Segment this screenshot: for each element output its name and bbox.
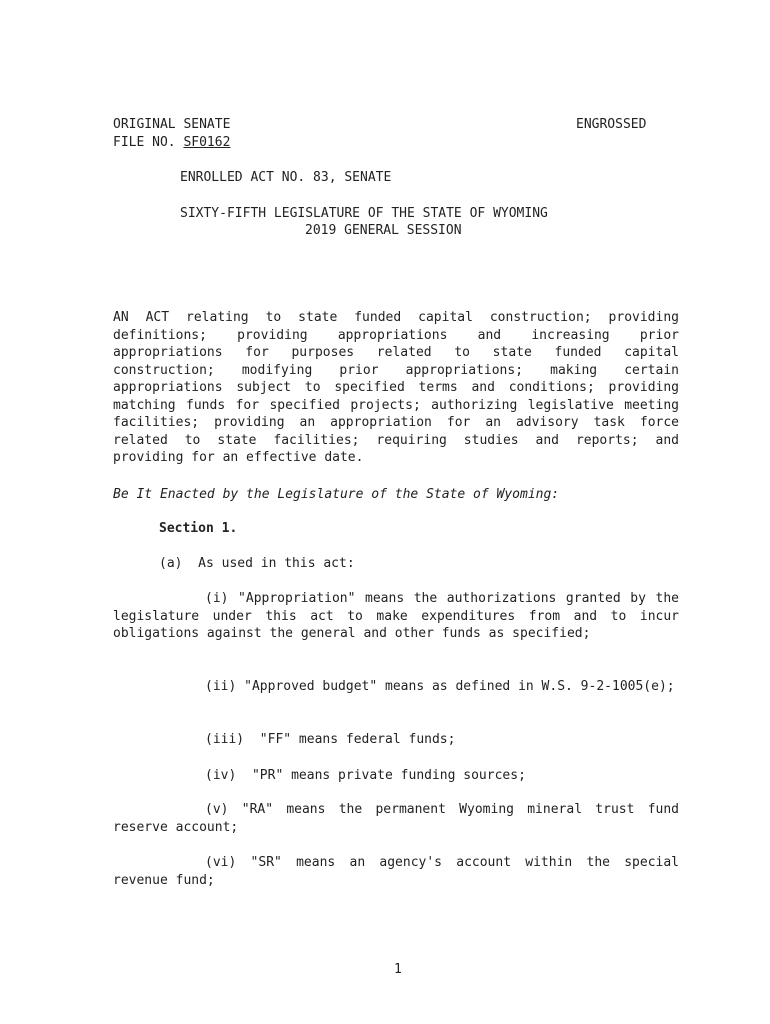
header-engrossed: ENGROSSED [576,117,647,132]
definition-ii: (ii) "Approved budget" means as defined in W.S. 9-2-1005(e); [205,679,675,694]
enacting-clause: Be It Enacted by the Legislature of the State of Wyoming: [113,487,560,502]
definition-v: (v) "RA" means the permanent Wyoming mineral trust fund reserve account; [113,802,679,835]
header-file-number-line [113,134,230,152]
definition-iii: (iii) "FF" means federal funds; [205,732,456,747]
act-description: AN ACT relating to state funded capital construction; providing definitions; providing appropriations and increasing prior appropriations for purposes related to state funded capital construction; modifying prior appropriations; making certain appropriations subject to specified terms and conditions; providing matching funds for specified projects; authorizing legislative meeting facilities; providing an appropriation for an advisory task force related to state facilities; requiring studies and reports; and providing for an effective date. [113,310,679,465]
header-original-senate: ORIGINAL SENATE [113,117,231,132]
session-title: 2019 GENERAL SESSION [305,223,462,238]
page-number: 1 [394,962,402,977]
file-number-prefix: FILE NO. [113,135,184,150]
section-heading: Section 1. [159,521,238,536]
definition-i: (i) "Appropriation" means the authorizations granted by the legislature under this act to make expenditures from and to incur obligations against the general and other funds as specified; [113,591,679,641]
file-number: SF0162 [183,135,231,150]
legislature-title: SIXTY-FIFTH LEGISLATURE OF THE STATE OF WYOMING [180,206,548,221]
definition-iv: (iv) "PR" means private funding sources; [205,768,526,783]
enrolled-act-number: ENROLLED ACT NO. 83, SENATE [180,170,392,185]
definition-vi: (vi) "SR" means an agency's account within the special revenue fund; [113,855,679,888]
subsection-a: (a) As used in this act: [159,556,355,571]
